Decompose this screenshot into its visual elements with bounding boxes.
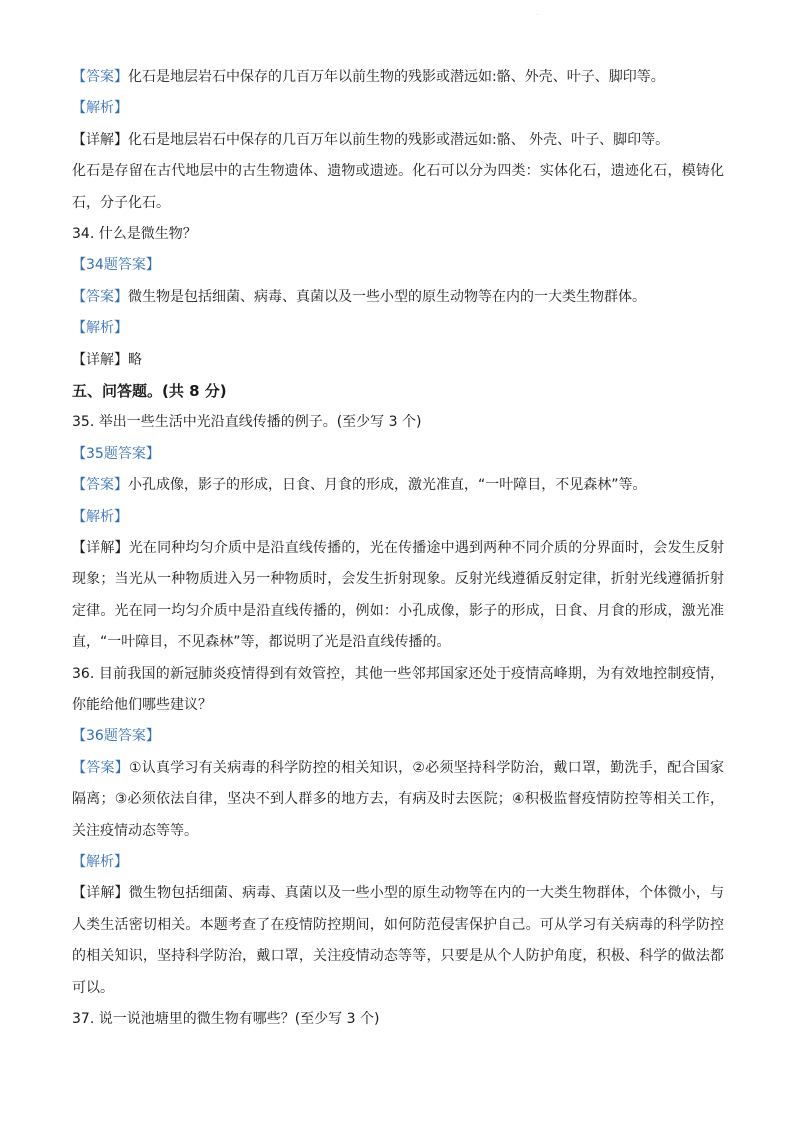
detail-tag: 【详解】 — [72, 351, 128, 368]
answer-text: 化石是地层岩石中保存的几百万年以前生物的残影或潜远如:骼、外壳、叶子、脚印等。 — [128, 69, 665, 85]
question-37: 37. 说一说池塘里的微生物有哪些？(至少写 3 个) — [72, 1010, 380, 1027]
answer-text: 微生物是包括细菌、病毒、真菌以及一些小型的原生动物等在内的一大类生物群体。 — [128, 288, 646, 305]
analysis-tag: 【解析】 — [72, 100, 128, 117]
document-content — [72, 62, 724, 1035]
page-top-mark: . — [536, 10, 538, 17]
detail-text: 化石是地层岩石中保存的几百万年以前生物的残影或潜远如:骼、 外壳、叶子、脚印等。 — [128, 131, 670, 148]
answer-line — [72, 282, 724, 313]
detail-tag: 【详解】 — [72, 885, 129, 902]
question-36-answer-label: 【36题答案】 — [72, 728, 160, 745]
analysis-tag: 【解析】 — [72, 320, 128, 337]
analysis-line — [72, 93, 724, 124]
answer-tag: 【答案】 — [72, 288, 128, 305]
answer-tag: 【答案】 — [72, 477, 128, 494]
answer-tag: 【答案】 — [72, 759, 129, 776]
analysis-tag: 【解析】 — [72, 853, 128, 870]
detail-tag: 【详解】 — [72, 131, 128, 148]
detail-text: 略 — [128, 351, 142, 368]
answer-text: ①认真学习有关病毒的科学防控的相关知识，②必须坚持科学防治，戴口罩，勤洗手，配合国家隔离；③必须依法自律，坚决不到人群多的地方去，有病及时去医院；④积极监督疫情防控等相关工作，关注疫情动态等等。 — [72, 759, 724, 839]
fossil-explanation: 化石是存留在古代地层中的古生物遗体、遗物或遗迹。化石可以分为四类：实体化石，遗迹化石，模铸化石，分子化石。 — [72, 163, 724, 211]
analysis-tag: 【解析】 — [72, 508, 128, 525]
answer-tag: 【答案】 — [72, 69, 128, 85]
detail-line — [72, 345, 724, 376]
answer-paragraph — [72, 753, 724, 847]
detail-text: 微生物包括细菌、病毒、真菌以及一些小型的原生动物等在内的一大类生物群体，个体微小，与人类生活密切相关。本题考查了在疫情防控期间，如何防范侵害保护自己。可从学习有关病毒的科学防控的相关知识，坚持科学防治，戴口罩，关注疫情动态等等，只要是从个人防护角度，积极、科学的做法都可以。 — [72, 885, 725, 996]
answer-line — [72, 62, 724, 93]
question-34-answer-label: 【34题答案】 — [72, 257, 160, 274]
detail-tag: 【详解】 — [72, 539, 129, 556]
question-34: 34. 什么是微生物？ — [72, 225, 197, 242]
detail-paragraph — [72, 533, 724, 659]
answer-line — [72, 470, 724, 501]
question-35: 35. 举出一些生活中光沿直线传播的例子。(至少写 3 个) — [72, 414, 422, 431]
question-36: 36. 目前我国的新冠肺炎疫情得到有效管控，其他一些邻邦国家还处于疫情高峰期，为有效地控制疫情，你能给他们哪些建议？ — [72, 665, 724, 713]
detail-line — [72, 125, 724, 156]
analysis-line — [72, 847, 724, 878]
question-35-answer-label: 【35题答案】 — [72, 445, 160, 462]
detail-text: 光在同种均匀介质中是沿直线传播的，光在传播途中遇到两种不同介质的分界面时，会发生反射现象；当光从一种物质进入另一种物质时，会发生折射现象。反射光线遵循反射定律，折射光线遵循折射定律。光在同一均匀介质中是沿直线传播的，例如：小孔成像，影子的形成，日食、月食的形成，激光准直，“一叶障目，不见森林”等，都说明了光是沿直线传播的。 — [72, 539, 725, 651]
detail-paragraph — [72, 878, 724, 1004]
analysis-line — [72, 313, 724, 344]
answer-text: 小孔成像，影子的形成，日食、月食的形成，激光准直，“一叶障目，不见森林”等。 — [128, 477, 647, 494]
section-heading: 五、问答题。(共 8 分) — [72, 381, 227, 400]
analysis-line — [72, 502, 724, 533]
